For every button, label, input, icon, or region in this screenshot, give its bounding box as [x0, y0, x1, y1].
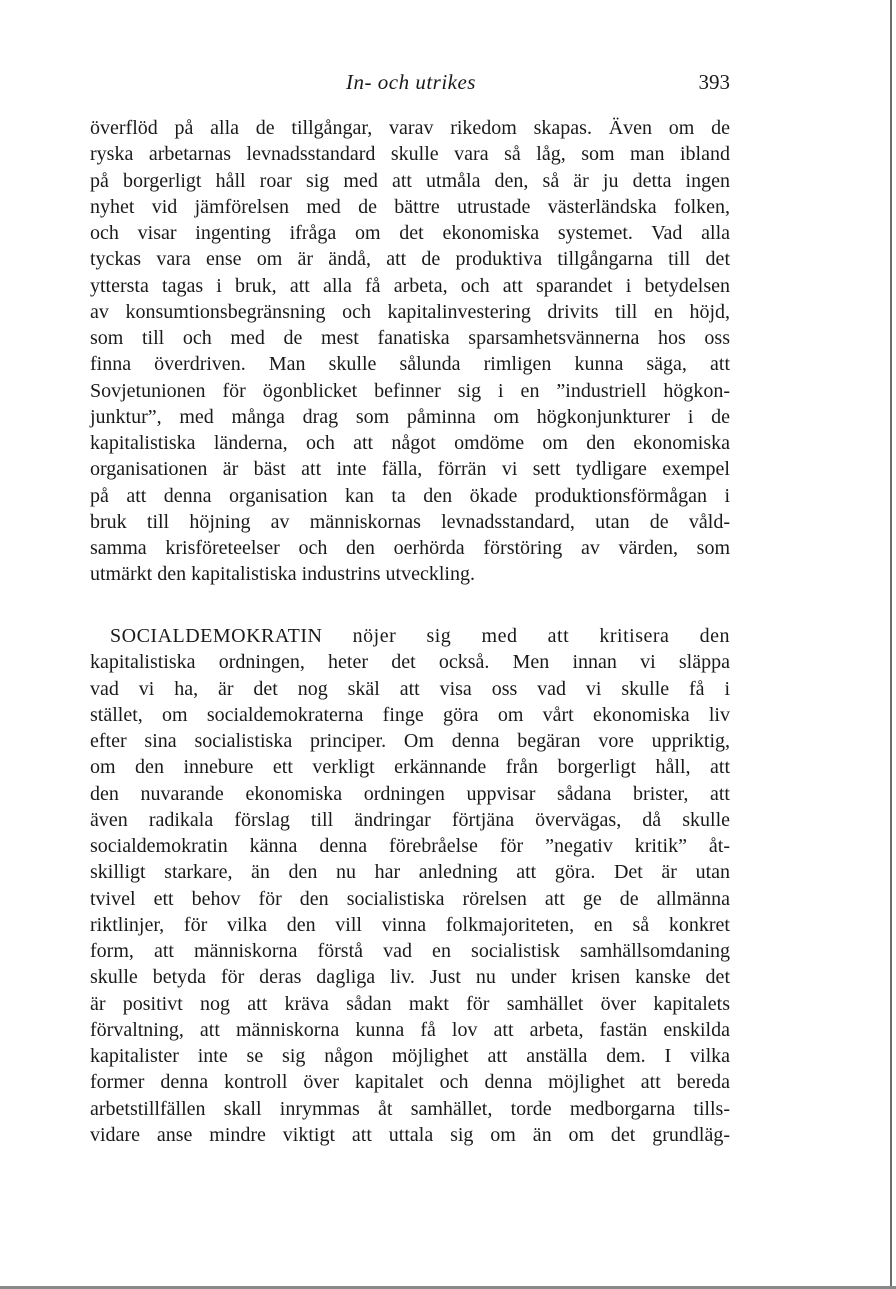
text-line: på borgerligt håll roar sig med att utmåla den, så är ju detta ingen — [90, 169, 730, 192]
text-line: riktlinjer, för vilka den vill vinna folkmajoriteten, en så konkret — [90, 913, 730, 936]
text-line: vad vi ha, är det nog skäl att visa oss vad vi skulle få i — [90, 677, 730, 700]
text-line: skilligt starkare, än den nu har anledning att göra. Det är utan — [90, 861, 730, 884]
text-line: ryska arbetarnas levnadsstandard skulle vara så låg, som man ibland — [90, 143, 730, 166]
page-edge-line — [890, 0, 892, 1289]
text-line: nyhet vid jämförelsen med de bättre utrustade västerländska folken, — [90, 195, 730, 218]
running-title: In- och utrikes — [346, 70, 476, 94]
text-line: samma krisföreteelser och den oerhörda förstöring av värden, som — [90, 537, 730, 559]
text-line: förvaltning, att människorna kunna få lov att arbeta, fastän enskilda — [90, 1018, 730, 1041]
text-line: på att denna organisation kan ta den ökade produktionsförmågan i — [90, 484, 730, 507]
text-line: även radikala förslag till ändringar förtjäna övervägas, då skulle — [90, 808, 730, 831]
page-header — [90, 70, 732, 102]
text-line: efter sina socialistiska principer. Om denna begäran vore uppriktig, — [90, 730, 730, 752]
text-line: av konsumtionsbegränsning och kapitalinvestering drivits till en höjd, — [90, 300, 730, 323]
text-line: vidare anse mindre viktigt att uttala sig om än om det grundläg- — [90, 1123, 730, 1146]
text-line: som till och med de mest fanatiska sparsamhetsvännerna hos oss — [90, 327, 730, 349]
text-line: skulle betyda för deras dagliga liv. Just nu under krisen kanske det — [90, 966, 730, 989]
text-line: stället, om socialdemokraterna finge göra om vårt ekonomiska liv — [90, 703, 730, 726]
text-line: den nuvarande ekonomiska ordningen uppvisar sådana brister, att — [90, 782, 730, 805]
page-number: 393 — [698, 70, 730, 94]
text-line: kapitalistiska länderna, och att något omdöme om den ekonomiska — [90, 432, 730, 454]
text-line: och visar ingenting ifråga om det ekonomiska systemet. Vad alla — [90, 222, 730, 244]
text-line: SOCIALDEMOKRATIN nöjer sig med att kritisera den — [110, 625, 730, 647]
text-line: Sovjetunionen för ögonblicket befinner sig i en ”industriell högkon- — [90, 379, 730, 402]
text-line: arbetstillfällen skall inrymmas åt samhället, torde medborgarna tills- — [90, 1097, 730, 1120]
paragraph-socialdemokratin — [90, 623, 730, 1148]
text-line: bruk till höjning av människornas levnadsstandard, utan de våld- — [90, 510, 730, 533]
text-line: är positivt nog att kräva sådan makt för samhället över kapitalets — [90, 992, 730, 1015]
text-line: kapitalister inte se sig någon möjlighet att anställa dem. I vilka — [90, 1045, 730, 1067]
text-line: om den innebure ett verkligt erkännande från borgerligt håll, att — [90, 756, 730, 779]
paragraph-continuation — [90, 115, 730, 588]
text-line: organisationen är bäst att inte fälla, förrän vi sett tydligare exempel — [90, 458, 730, 481]
text-line: tvivel ett behov för den socialistiska rörelsen att ge de allmänna — [90, 887, 730, 910]
text-line: form, att människorna förstå vad en socialistisk samhällsomdaning — [90, 940, 730, 962]
text-line: yttersta tagas i bruk, att alla få arbeta, och att sparandet i betydelsen — [90, 274, 730, 297]
text-line: finna överdriven. Man skulle sålunda rimligen kunna säga, att — [90, 353, 730, 376]
text-line: socialdemokratin känna denna förebråelse för ”negativ kritik” åt- — [90, 835, 730, 857]
text-line: former denna kontroll över kapitalet och denna möjlighet att bereda — [90, 1071, 730, 1094]
text-line: kapitalistiska ordningen, heter det också. Men innan vi släppa — [90, 651, 730, 674]
text-line: överflöd på alla de tillgångar, varav rikedom skapas. Även om de — [90, 117, 730, 139]
text-line: junktur”, med många drag som påminna om högkonjunkturer i de — [90, 405, 730, 428]
text-line: utmärkt den kapitalistiska industrins utveckling. — [90, 563, 475, 586]
text-line: tyckas vara ense om är ändå, att de produktiva tillgångarna till det — [90, 248, 730, 271]
